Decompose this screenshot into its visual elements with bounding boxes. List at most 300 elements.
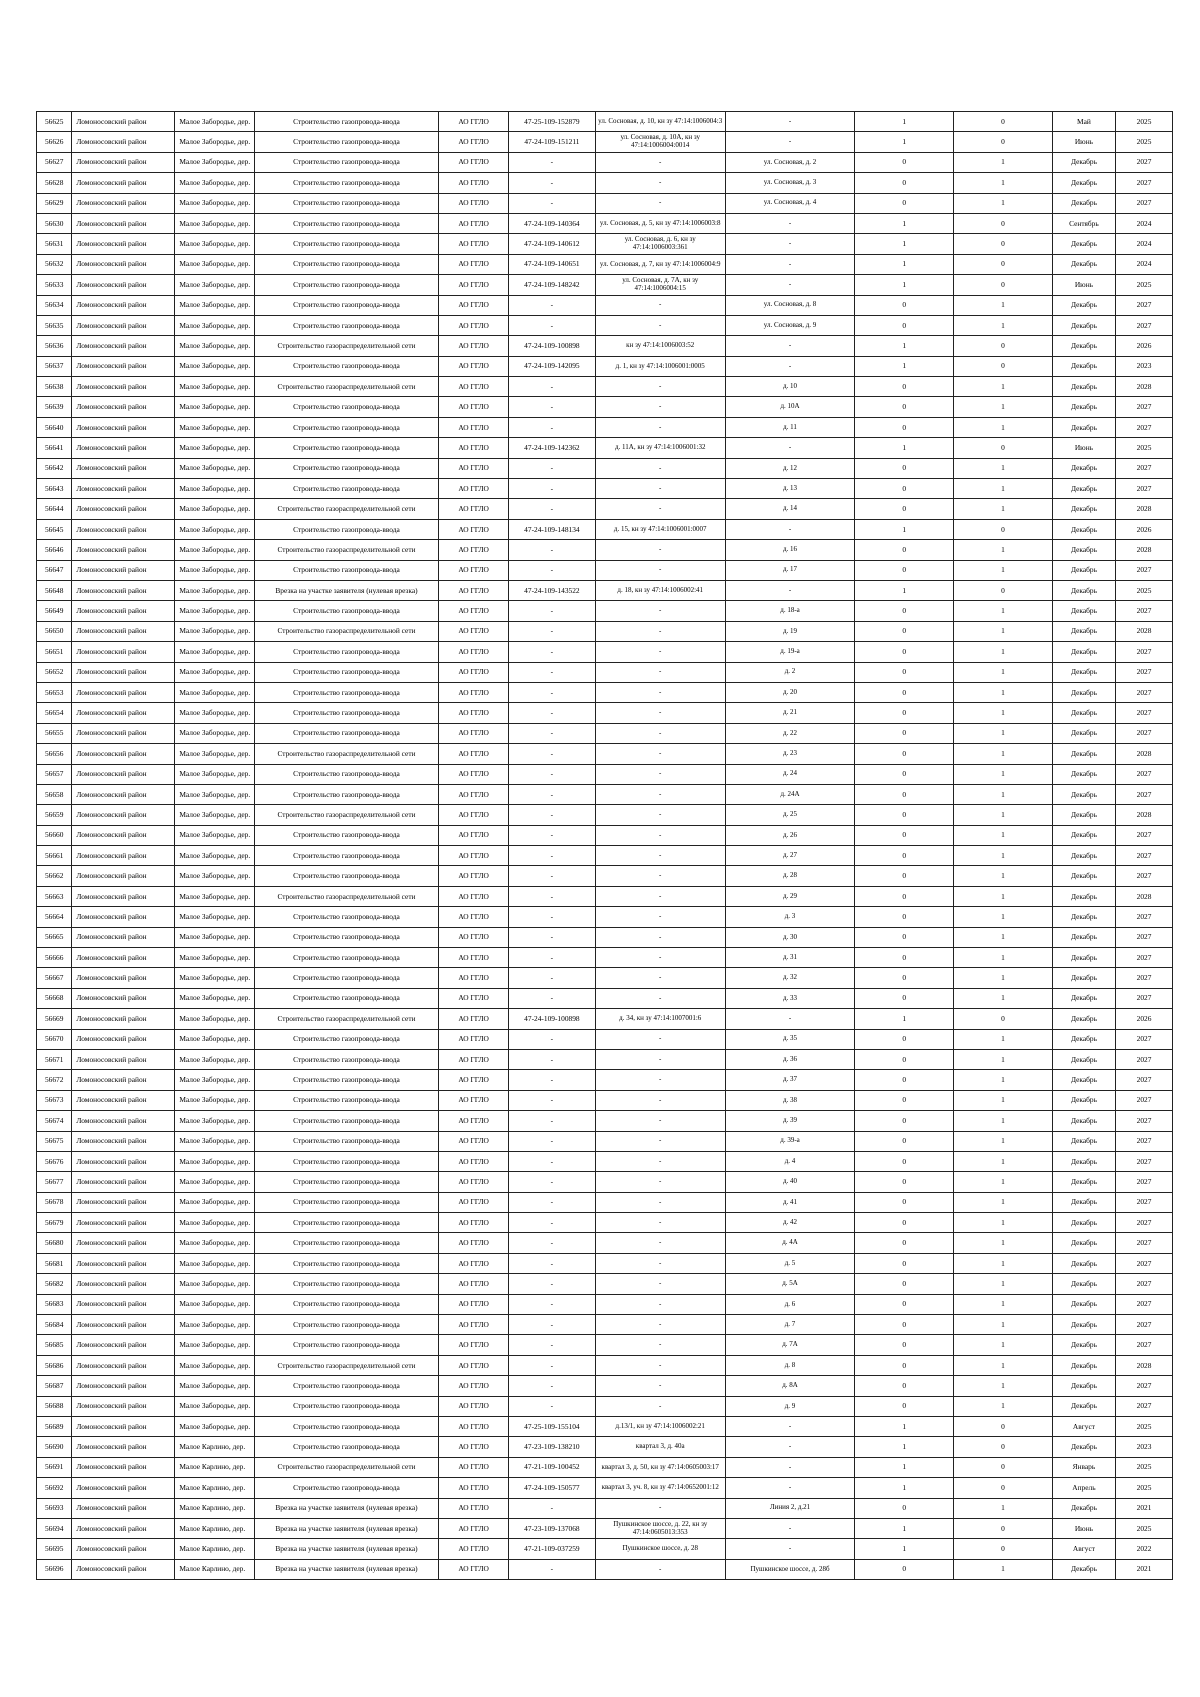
table-row <box>37 173 1173 193</box>
month-cell: Декабрь <box>1052 560 1115 580</box>
cadastral-address-cell: - <box>595 315 725 335</box>
month-cell: Декабрь <box>1052 1498 1115 1518</box>
planned-address-cell: ул. Сосновая, д. 2 <box>725 152 855 172</box>
cadastral-address-cell: - <box>595 621 725 641</box>
work-type-cell: Строительство газопровода-ввода <box>254 642 439 662</box>
count-a-cell: 0 <box>855 886 954 906</box>
district-cell: Ломоносовский район <box>72 886 175 906</box>
settlement-cell: Малое Забородье, дер. <box>175 764 254 784</box>
year-cell: 2027 <box>1116 315 1173 335</box>
cadastral-address-cell: - <box>595 1131 725 1151</box>
settlement-cell: Малое Забородье, дер. <box>175 744 254 764</box>
planned-address-cell: д. 26 <box>725 825 855 845</box>
application-number-cell: - <box>508 1172 595 1192</box>
application-number-cell: - <box>508 295 595 315</box>
organization-cell: АО ГГЛО <box>439 1192 509 1212</box>
work-type-cell: Строительство газопровода-ввода <box>254 682 439 702</box>
month-cell: Декабрь <box>1052 1213 1115 1233</box>
cadastral-address-cell: - <box>595 805 725 825</box>
row-number-cell: 56664 <box>37 907 72 927</box>
organization-cell: АО ГГЛО <box>439 764 509 784</box>
organization-cell: АО ГГЛО <box>439 703 509 723</box>
cadastral-address-cell: - <box>595 1111 725 1131</box>
cadastral-address-cell: д. 11А, кн зу 47:14:1006001:32 <box>595 438 725 458</box>
count-a-cell: 1 <box>855 254 954 274</box>
settlement-cell: Малое Карлино, дер. <box>175 1498 254 1518</box>
count-b-cell: 1 <box>954 662 1053 682</box>
cadastral-address-cell: - <box>595 723 725 743</box>
district-cell: Ломоносовский район <box>72 968 175 988</box>
table-row <box>37 1437 1173 1457</box>
application-number-cell: - <box>508 744 595 764</box>
work-type-cell: Строительство газораспределительной сети <box>254 540 439 560</box>
organization-cell: АО ГГЛО <box>439 1315 509 1335</box>
work-type-cell: Строительство газопровода-ввода <box>254 254 439 274</box>
planned-address-cell: д. 13 <box>725 479 855 499</box>
district-cell: Ломоносовский район <box>72 397 175 417</box>
application-number-cell: - <box>508 1090 595 1110</box>
organization-cell: АО ГГЛО <box>439 438 509 458</box>
district-cell: Ломоносовский район <box>72 560 175 580</box>
district-cell: Ломоносовский район <box>72 417 175 437</box>
year-cell: 2027 <box>1116 1396 1173 1416</box>
row-number-cell: 56636 <box>37 336 72 356</box>
organization-cell: АО ГГЛО <box>439 1478 509 1498</box>
row-number-cell: 56626 <box>37 132 72 152</box>
district-cell: Ломоносовский район <box>72 1274 175 1294</box>
count-a-cell: 0 <box>855 1233 954 1253</box>
row-number-cell: 56685 <box>37 1335 72 1355</box>
table-row <box>37 1090 1173 1110</box>
table-row <box>37 846 1173 866</box>
table-row <box>37 1355 1173 1375</box>
organization-cell: АО ГГЛО <box>439 519 509 539</box>
application-number-cell: - <box>508 805 595 825</box>
count-b-cell: 0 <box>954 1457 1053 1477</box>
table-row <box>37 1111 1173 1131</box>
district-cell: Ломоносовский район <box>72 193 175 213</box>
application-number-cell: - <box>508 397 595 417</box>
planned-address-cell: д. 25 <box>725 805 855 825</box>
table-row <box>37 540 1173 560</box>
count-a-cell: 0 <box>855 703 954 723</box>
district-cell: Ломоносовский район <box>72 723 175 743</box>
table-row <box>37 866 1173 886</box>
table-row <box>37 1009 1173 1029</box>
year-cell: 2027 <box>1116 682 1173 702</box>
work-type-cell: Строительство газопровода-ввода <box>254 560 439 580</box>
row-number-cell: 56656 <box>37 744 72 764</box>
month-cell: Декабрь <box>1052 1376 1115 1396</box>
row-number-cell: 56689 <box>37 1417 72 1437</box>
count-a-cell: 0 <box>855 825 954 845</box>
cadastral-address-cell: - <box>595 1335 725 1355</box>
month-cell: Июнь <box>1052 438 1115 458</box>
organization-cell: АО ГГЛО <box>439 846 509 866</box>
work-type-cell: Строительство газопровода-ввода <box>254 1253 439 1273</box>
organization-cell: АО ГГЛО <box>439 1111 509 1131</box>
application-number-cell: - <box>508 540 595 560</box>
district-cell: Ломоносовский район <box>72 1355 175 1375</box>
application-number-cell: - <box>508 173 595 193</box>
planned-address-cell: - <box>725 254 855 274</box>
table-row <box>37 438 1173 458</box>
application-number-cell: - <box>508 662 595 682</box>
year-cell: 2027 <box>1116 458 1173 478</box>
settlement-cell: Малое Забородье, дер. <box>175 682 254 702</box>
district-cell: Ломоносовский район <box>72 1417 175 1437</box>
district-cell: Ломоносовский район <box>72 132 175 152</box>
planned-address-cell: - <box>725 356 855 376</box>
row-number-cell: 56629 <box>37 193 72 213</box>
table-row <box>37 356 1173 376</box>
district-cell: Ломоносовский район <box>72 1294 175 1314</box>
count-b-cell: 0 <box>954 356 1053 376</box>
month-cell: Август <box>1052 1539 1115 1559</box>
work-type-cell: Строительство газопровода-ввода <box>254 723 439 743</box>
organization-cell: АО ГГЛО <box>439 458 509 478</box>
application-number-cell: - <box>508 621 595 641</box>
application-number-cell: - <box>508 988 595 1008</box>
row-number-cell: 56682 <box>37 1274 72 1294</box>
organization-cell: АО ГГЛО <box>439 927 509 947</box>
application-number-cell: 47-24-109-151211 <box>508 132 595 152</box>
work-type-cell: Строительство газораспределительной сети <box>254 499 439 519</box>
cadastral-address-cell: - <box>595 784 725 804</box>
count-a-cell: 0 <box>855 397 954 417</box>
year-cell: 2027 <box>1116 1253 1173 1273</box>
count-b-cell: 0 <box>954 1518 1053 1538</box>
district-cell: Ломоносовский район <box>72 1029 175 1049</box>
count-a-cell: 1 <box>855 438 954 458</box>
month-cell: Август <box>1052 1417 1115 1437</box>
count-a-cell: 0 <box>855 1070 954 1090</box>
work-type-cell: Строительство газораспределительной сети <box>254 336 439 356</box>
count-a-cell: 0 <box>855 1294 954 1314</box>
district-cell: Ломоносовский район <box>72 1315 175 1335</box>
year-cell: 2028 <box>1116 886 1173 906</box>
settlement-cell: Малое Карлино, дер. <box>175 1457 254 1477</box>
work-type-cell: Строительство газопровода-ввода <box>254 1376 439 1396</box>
planned-address-cell: - <box>725 1539 855 1559</box>
table-row <box>37 417 1173 437</box>
planned-address-cell: д. 23 <box>725 744 855 764</box>
year-cell: 2027 <box>1116 1111 1173 1131</box>
count-b-cell: 1 <box>954 173 1053 193</box>
planned-address-cell: д. 36 <box>725 1049 855 1069</box>
settlement-cell: Малое Забородье, дер. <box>175 580 254 600</box>
cadastral-address-cell: ул. Сосновая, д. 6, кн зу 47:14:1006003:361 <box>595 234 725 254</box>
settlement-cell: Малое Карлино, дер. <box>175 1559 254 1579</box>
cadastral-address-cell: - <box>595 682 725 702</box>
work-type-cell: Строительство газораспределительной сети <box>254 886 439 906</box>
table-row <box>37 784 1173 804</box>
application-number-cell: - <box>508 886 595 906</box>
row-number-cell: 56691 <box>37 1457 72 1477</box>
month-cell: Декабрь <box>1052 968 1115 988</box>
count-b-cell: 1 <box>954 886 1053 906</box>
cadastral-address-cell: - <box>595 988 725 1008</box>
planned-address-cell: Линия 2, д.21 <box>725 1498 855 1518</box>
count-b-cell: 1 <box>954 846 1053 866</box>
planned-address-cell: д. 24 <box>725 764 855 784</box>
district-cell: Ломоносовский район <box>72 907 175 927</box>
year-cell: 2025 <box>1116 132 1173 152</box>
planned-address-cell: - <box>725 580 855 600</box>
district-cell: Ломоносовский район <box>72 1376 175 1396</box>
settlement-cell: Малое Забородье, дер. <box>175 601 254 621</box>
row-number-cell: 56655 <box>37 723 72 743</box>
district-cell: Ломоносовский район <box>72 927 175 947</box>
application-number-cell: 47-21-109-100452 <box>508 1457 595 1477</box>
planned-address-cell: Пушкинское шоссе, д. 28б <box>725 1559 855 1579</box>
month-cell: Декабрь <box>1052 1009 1115 1029</box>
year-cell: 2025 <box>1116 1518 1173 1538</box>
work-type-cell: Строительство газопровода-ввода <box>254 1478 439 1498</box>
cadastral-address-cell: - <box>595 1376 725 1396</box>
district-cell: Ломоносовский район <box>72 621 175 641</box>
application-number-cell: 47-24-109-148134 <box>508 519 595 539</box>
year-cell: 2025 <box>1116 438 1173 458</box>
district-cell: Ломоносовский район <box>72 744 175 764</box>
year-cell: 2028 <box>1116 540 1173 560</box>
application-number-cell: 47-24-109-142095 <box>508 356 595 376</box>
planned-address-cell: д. 38 <box>725 1090 855 1110</box>
table-row <box>37 886 1173 906</box>
district-cell: Ломоносовский район <box>72 1213 175 1233</box>
table-row <box>37 621 1173 641</box>
cadastral-address-cell: - <box>595 601 725 621</box>
organization-cell: АО ГГЛО <box>439 642 509 662</box>
row-number-cell: 56680 <box>37 1233 72 1253</box>
count-b-cell: 1 <box>954 1172 1053 1192</box>
organization-cell: АО ГГЛО <box>439 1376 509 1396</box>
work-type-cell: Строительство газораспределительной сети <box>254 377 439 397</box>
count-b-cell: 1 <box>954 825 1053 845</box>
year-cell: 2028 <box>1116 621 1173 641</box>
table-row <box>37 1294 1173 1314</box>
row-number-cell: 56681 <box>37 1253 72 1273</box>
row-number-cell: 56648 <box>37 580 72 600</box>
month-cell: Декабрь <box>1052 1090 1115 1110</box>
count-a-cell: 0 <box>855 866 954 886</box>
row-number-cell: 56630 <box>37 213 72 233</box>
planned-address-cell: д. 10А <box>725 397 855 417</box>
work-type-cell: Строительство газопровода-ввода <box>254 519 439 539</box>
count-b-cell: 1 <box>954 1559 1053 1579</box>
cadastral-address-cell: - <box>595 744 725 764</box>
count-a-cell: 0 <box>855 1559 954 1579</box>
settlement-cell: Малое Забородье, дер. <box>175 479 254 499</box>
work-type-cell: Строительство газопровода-ввода <box>254 927 439 947</box>
cadastral-address-cell: Пушкинское шоссе, д. 22, кн зу 47:14:0605013:353 <box>595 1518 725 1538</box>
work-type-cell: Строительство газопровода-ввода <box>254 213 439 233</box>
count-b-cell: 0 <box>954 1437 1053 1457</box>
district-cell: Ломоносовский район <box>72 682 175 702</box>
table-row <box>37 1396 1173 1416</box>
month-cell: Декабрь <box>1052 1070 1115 1090</box>
year-cell: 2025 <box>1116 1457 1173 1477</box>
planned-address-cell: - <box>725 1437 855 1457</box>
count-b-cell: 1 <box>954 1090 1053 1110</box>
month-cell: Декабрь <box>1052 1315 1115 1335</box>
settlement-cell: Малое Забородье, дер. <box>175 417 254 437</box>
organization-cell: АО ГГЛО <box>439 1335 509 1355</box>
year-cell: 2027 <box>1116 1274 1173 1294</box>
month-cell: Декабрь <box>1052 846 1115 866</box>
month-cell: Сентябрь <box>1052 213 1115 233</box>
count-a-cell: 0 <box>855 744 954 764</box>
application-number-cell: - <box>508 1498 595 1518</box>
district-cell: Ломоносовский район <box>72 479 175 499</box>
application-number-cell: 47-24-109-100898 <box>508 1009 595 1029</box>
cadastral-address-cell: ул. Сосновая, д. 5, кн зу 47:14:1006003:8 <box>595 213 725 233</box>
cadastral-address-cell: - <box>595 1029 725 1049</box>
district-cell: Ломоносовский район <box>72 1539 175 1559</box>
district-cell: Ломоносовский район <box>72 1478 175 1498</box>
count-a-cell: 0 <box>855 805 954 825</box>
settlement-cell: Малое Забородье, дер. <box>175 1417 254 1437</box>
row-number-cell: 56694 <box>37 1518 72 1538</box>
district-cell: Ломоносовский район <box>72 336 175 356</box>
organization-cell: АО ГГЛО <box>439 723 509 743</box>
planned-address-cell: - <box>725 336 855 356</box>
organization-cell: АО ГГЛО <box>439 968 509 988</box>
table-row <box>37 1478 1173 1498</box>
table-row <box>37 744 1173 764</box>
year-cell: 2027 <box>1116 662 1173 682</box>
settlement-cell: Малое Забородье, дер. <box>175 1253 254 1273</box>
count-b-cell: 0 <box>954 1478 1053 1498</box>
row-number-cell: 56675 <box>37 1131 72 1151</box>
district-cell: Ломоносовский район <box>72 275 175 295</box>
district-cell: Ломоносовский район <box>72 642 175 662</box>
table-row <box>37 479 1173 499</box>
planned-address-cell: д. 39-а <box>725 1131 855 1151</box>
organization-cell: АО ГГЛО <box>439 377 509 397</box>
row-number-cell: 56632 <box>37 254 72 274</box>
cadastral-address-cell: квартал 3, д. 50, кн зу 47:14:0605003:17 <box>595 1457 725 1477</box>
year-cell: 2027 <box>1116 846 1173 866</box>
count-a-cell: 0 <box>855 193 954 213</box>
work-type-cell: Строительство газопровода-ввода <box>254 703 439 723</box>
row-number-cell: 56646 <box>37 540 72 560</box>
row-number-cell: 56650 <box>37 621 72 641</box>
row-number-cell: 56674 <box>37 1111 72 1131</box>
organization-cell: АО ГГЛО <box>439 601 509 621</box>
application-number-cell: - <box>508 417 595 437</box>
table-row <box>37 1559 1173 1579</box>
organization-cell: АО ГГЛО <box>439 499 509 519</box>
work-type-cell: Строительство газораспределительной сети <box>254 805 439 825</box>
year-cell: 2027 <box>1116 988 1173 1008</box>
count-b-cell: 1 <box>954 621 1053 641</box>
year-cell: 2026 <box>1116 1009 1173 1029</box>
table-row <box>37 152 1173 172</box>
count-b-cell: 1 <box>954 1111 1053 1131</box>
cadastral-address-cell: - <box>595 703 725 723</box>
cadastral-address-cell: - <box>595 1498 725 1518</box>
month-cell: Декабрь <box>1052 1131 1115 1151</box>
planned-address-cell: д. 18-а <box>725 601 855 621</box>
row-number-cell: 56686 <box>37 1355 72 1375</box>
planned-address-cell: д. 39 <box>725 1111 855 1131</box>
organization-cell: АО ГГЛО <box>439 1539 509 1559</box>
table-row <box>37 560 1173 580</box>
table-row <box>37 1213 1173 1233</box>
count-a-cell: 0 <box>855 948 954 968</box>
work-type-cell: Строительство газопровода-ввода <box>254 1192 439 1212</box>
settlement-cell: Малое Забородье, дер. <box>175 152 254 172</box>
month-cell: Декабрь <box>1052 417 1115 437</box>
month-cell: Декабрь <box>1052 377 1115 397</box>
month-cell: Декабрь <box>1052 315 1115 335</box>
table-row <box>37 1498 1173 1518</box>
count-b-cell: 1 <box>954 866 1053 886</box>
settlement-cell: Малое Забородье, дер. <box>175 275 254 295</box>
work-type-cell: Строительство газопровода-ввода <box>254 988 439 1008</box>
planned-address-cell: д. 28 <box>725 866 855 886</box>
month-cell: Декабрь <box>1052 948 1115 968</box>
settlement-cell: Малое Забородье, дер. <box>175 927 254 947</box>
year-cell: 2027 <box>1116 1192 1173 1212</box>
application-number-cell: - <box>508 479 595 499</box>
work-type-cell: Строительство газопровода-ввода <box>254 846 439 866</box>
district-cell: Ломоносовский район <box>72 540 175 560</box>
count-a-cell: 0 <box>855 601 954 621</box>
settlement-cell: Малое Забородье, дер. <box>175 193 254 213</box>
count-a-cell: 0 <box>855 1355 954 1375</box>
count-a-cell: 0 <box>855 846 954 866</box>
cadastral-address-cell: - <box>595 1396 725 1416</box>
count-a-cell: 0 <box>855 927 954 947</box>
month-cell: Декабрь <box>1052 682 1115 702</box>
count-a-cell: 0 <box>855 540 954 560</box>
count-b-cell: 1 <box>954 1151 1053 1171</box>
organization-cell: АО ГГЛО <box>439 825 509 845</box>
count-b-cell: 1 <box>954 560 1053 580</box>
count-a-cell: 0 <box>855 968 954 988</box>
work-type-cell: Строительство газопровода-ввода <box>254 275 439 295</box>
year-cell: 2024 <box>1116 234 1173 254</box>
year-cell: 2027 <box>1116 927 1173 947</box>
organization-cell: АО ГГЛО <box>439 112 509 132</box>
organization-cell: АО ГГЛО <box>439 682 509 702</box>
count-b-cell: 1 <box>954 1376 1053 1396</box>
settlement-cell: Малое Забородье, дер. <box>175 1335 254 1355</box>
month-cell: Декабрь <box>1052 479 1115 499</box>
data-table <box>36 111 1173 1580</box>
application-number-cell: - <box>508 1111 595 1131</box>
table-row <box>37 1172 1173 1192</box>
row-number-cell: 56660 <box>37 825 72 845</box>
count-b-cell: 1 <box>954 1355 1053 1375</box>
month-cell: Декабрь <box>1052 1396 1115 1416</box>
organization-cell: АО ГГЛО <box>439 315 509 335</box>
row-number-cell: 56654 <box>37 703 72 723</box>
planned-address-cell: ул. Сосновая, д. 8 <box>725 295 855 315</box>
table-row <box>37 703 1173 723</box>
cadastral-address-cell: - <box>595 1315 725 1335</box>
district-cell: Ломоносовский район <box>72 703 175 723</box>
year-cell: 2027 <box>1116 601 1173 621</box>
organization-cell: АО ГГЛО <box>439 1009 509 1029</box>
year-cell: 2027 <box>1116 825 1173 845</box>
organization-cell: АО ГГЛО <box>439 540 509 560</box>
count-b-cell: 1 <box>954 703 1053 723</box>
month-cell: Декабрь <box>1052 234 1115 254</box>
organization-cell: АО ГГЛО <box>439 988 509 1008</box>
